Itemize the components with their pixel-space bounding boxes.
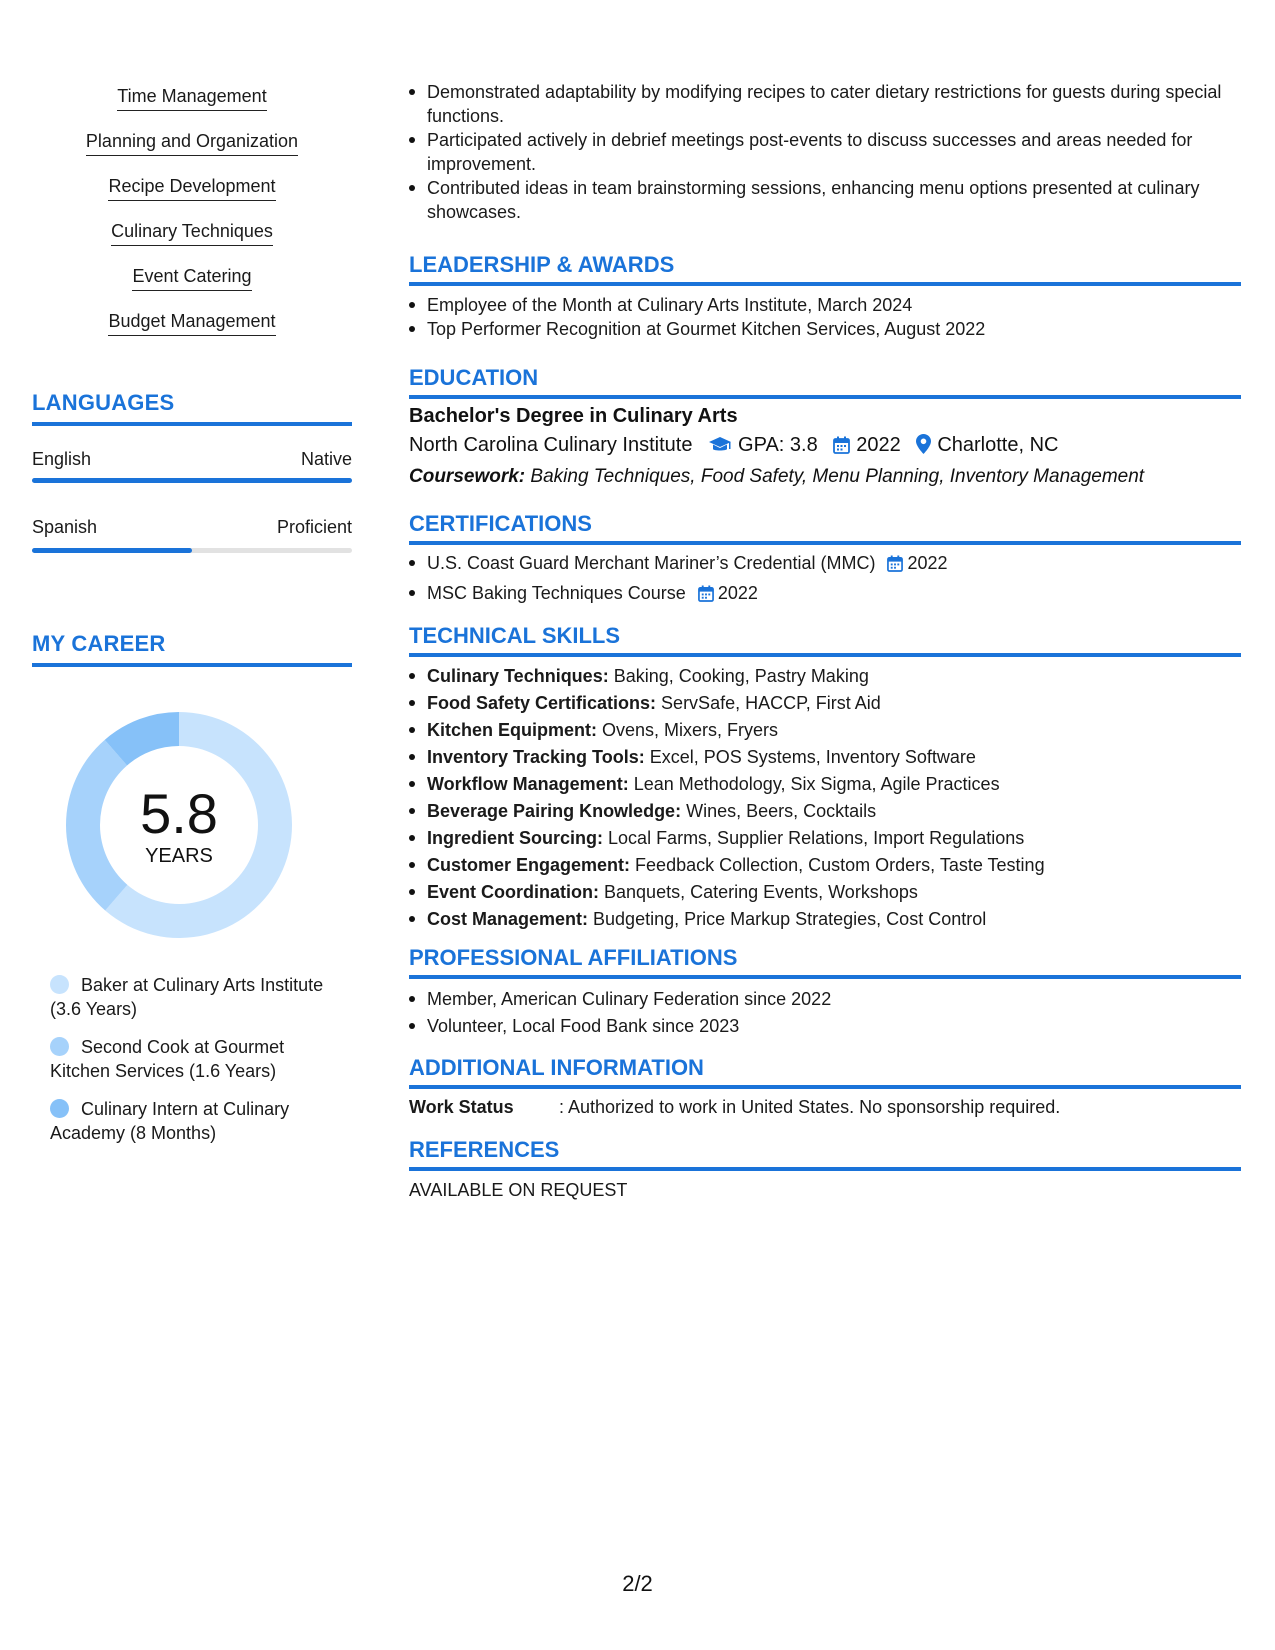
legend-dot	[50, 1037, 69, 1056]
tech-skill-item: Inventory Tracking Tools: Excel, POS Systems, Inventory Software	[427, 745, 1241, 769]
work-status-value: : Authorized to work in United States. No sponsorship required.	[559, 1097, 1061, 1117]
certifications-heading: CERTIFICATIONS	[409, 511, 1241, 545]
career-total-unit: YEARS	[145, 845, 213, 867]
school-name: North Carolina Culinary Institute	[409, 434, 693, 456]
calendar-icon	[887, 554, 903, 578]
award-item: Top Performer Recognition at Gourmet Kitchen Services, August 2022	[427, 317, 1241, 341]
graduation-cap-icon	[708, 436, 732, 460]
tech-skill-item: Beverage Pairing Knowledge: Wines, Beers, Cocktails	[427, 799, 1241, 823]
references-heading: REFERENCES	[409, 1137, 1241, 1171]
coursework	[409, 466, 1241, 488]
gpa: GPA: 3.8	[738, 434, 818, 456]
affiliation-item: Volunteer, Local Food Bank since 2023	[427, 1014, 1241, 1038]
education-entry	[409, 405, 1241, 488]
career-total-value: 5.8	[140, 782, 218, 845]
tech-skill-item: Event Coordination: Banquets, Catering Events, Workshops	[427, 880, 1241, 904]
education-heading: EDUCATION	[409, 365, 1241, 399]
career-legend-item	[50, 1097, 340, 1145]
languages-heading: LANGUAGES	[32, 390, 352, 426]
language-level: Proficient	[276, 517, 352, 537]
page-number: 2/2	[622, 1571, 653, 1596]
career-label: Culinary Intern at Culinary Academy (8 Months)	[50, 1099, 290, 1143]
location: Charlotte, NC	[937, 434, 1059, 456]
certification-item	[427, 551, 1241, 578]
technical-skills-list	[409, 664, 1241, 931]
tech-skill-item: Ingredient Sourcing: Local Farms, Supplier Relations, Import Regulations	[427, 826, 1241, 850]
education-details	[409, 434, 1241, 460]
tech-skill-item: Customer Engagement: Feedback Collection, Custom Orders, Taste Testing	[427, 853, 1241, 877]
career-heading: MY CAREER	[32, 631, 352, 667]
career-legend-item	[50, 1035, 340, 1083]
experience-bullet: Contributed ideas in team brainstorming sessions, enhancing menu options presented at culinary showcases.	[427, 176, 1241, 224]
coursework-list: Baking Techniques, Food Safety, Menu Planning, Inventory Management	[530, 466, 1145, 487]
tech-skill-item: Cost Management: Budgeting, Price Markup Strategies, Cost Control	[427, 907, 1241, 931]
tech-skill-item: Food Safety Certifications: ServSafe, HACCP, First Aid	[427, 691, 1241, 715]
career-donut-chart	[66, 712, 292, 938]
skills-list	[32, 84, 352, 354]
work-status-row	[409, 1097, 1241, 1118]
leadership-heading: LEADERSHIP & AWARDS	[409, 252, 1241, 286]
language-bar-spanish	[32, 548, 352, 553]
language-level: Native	[300, 449, 352, 469]
language-bar-fill	[32, 548, 192, 553]
career-label: Second Cook at Gourmet Kitchen Services (1.6 Years)	[50, 1037, 285, 1081]
tech-skill-item: Culinary Techniques: Baking, Cooking, Pastry Making	[427, 664, 1241, 688]
certification-year: 2022	[717, 583, 758, 603]
certifications-list	[409, 551, 1241, 608]
certification-year: 2022	[907, 553, 948, 573]
affiliations-heading: PROFESSIONAL AFFILIATIONS	[409, 945, 1241, 979]
affiliations-list	[409, 987, 1241, 1038]
work-status-label: Work Status	[409, 1097, 514, 1117]
skill-item: Budget Management	[108, 309, 275, 336]
skill-item: Recipe Development	[108, 174, 275, 201]
career-legend-item	[50, 973, 340, 1021]
career-label: Baker at Culinary Arts Institute (3.6 Years)	[50, 975, 324, 1019]
calendar-icon	[833, 436, 850, 460]
experience-bullet: Participated actively in debrief meetings post-events to discuss successes and areas needed for improvement.	[427, 128, 1241, 176]
language-bar-fill	[32, 478, 352, 483]
degree-title: Bachelor's Degree in Culinary Arts	[409, 405, 738, 427]
location-pin-icon	[916, 434, 931, 460]
skill-item: Culinary Techniques	[111, 219, 273, 246]
legend-dot	[50, 1099, 69, 1118]
tech-skill-item: Workflow Management: Lean Methodology, Six Sigma, Agile Practices	[427, 772, 1241, 796]
certification-name: U.S. Coast Guard Merchant Mariner’s Credential (MMC)	[427, 553, 876, 573]
references-text: AVAILABLE ON REQUEST	[409, 1180, 628, 1200]
award-item: Employee of the Month at Culinary Arts Institute, March 2024	[427, 293, 1241, 317]
skill-item: Event Catering	[132, 264, 251, 291]
additional-info-heading: ADDITIONAL INFORMATION	[409, 1055, 1241, 1089]
experience-bullets	[409, 80, 1241, 224]
certification-name: MSC Baking Techniques Course	[427, 583, 686, 603]
skill-item: Time Management	[117, 84, 266, 111]
affiliation-item: Member, American Culinary Federation since 2022	[427, 987, 1241, 1011]
technical-skills-heading: TECHNICAL SKILLS	[409, 623, 1241, 657]
certification-item	[427, 581, 1241, 608]
coursework-label: Coursework:	[409, 466, 526, 487]
language-name: English	[32, 449, 92, 469]
language-name: Spanish	[32, 517, 98, 537]
skill-item: Planning and Organization	[86, 129, 298, 156]
tech-skill-item: Kitchen Equipment: Ovens, Mixers, Fryers	[427, 718, 1241, 742]
calendar-icon	[698, 584, 714, 608]
legend-dot	[50, 975, 69, 994]
experience-bullet: Demonstrated adaptability by modifying recipes to cater dietary restrictions for guests during special functions.	[427, 80, 1241, 128]
graduation-year: 2022	[856, 434, 901, 456]
leadership-list	[409, 293, 1241, 341]
language-bar-english	[32, 478, 352, 483]
